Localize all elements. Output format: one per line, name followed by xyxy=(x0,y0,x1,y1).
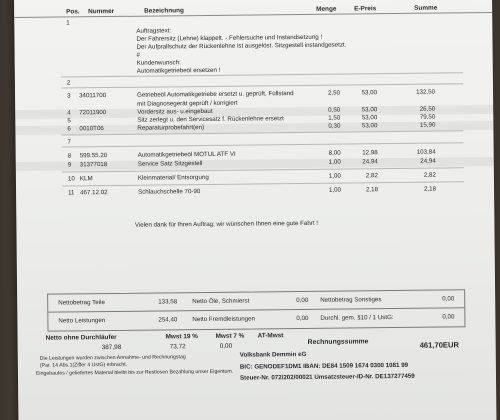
net-parts-value: 133,58 xyxy=(158,298,178,306)
table-row xyxy=(15,88,493,102)
net-external-label: Netto Fremdleistungen xyxy=(192,315,256,324)
row-epreis: 12,98 xyxy=(362,149,378,157)
invoice-total-label: Rechnungssumme xyxy=(307,338,369,346)
thank-you-note: Vielen dank für Ihren Auftrag; wir wünschen Ihnen eine gute Fahrt ! xyxy=(134,219,319,229)
table-row xyxy=(16,185,494,199)
row-nummer: 31377018 xyxy=(79,161,108,169)
row-bezeichnung: Getriebeöl Automatikgetriebe ersetzt u. geprüft, Füllstand xyxy=(137,90,294,99)
totals-divider xyxy=(48,307,464,312)
invoice-sheet xyxy=(14,0,496,420)
row-pos: 2 xyxy=(66,79,71,87)
order-text-line: Der Fahrersitz (Lehne) klappelt. - Fehlersuche und Instandsetzung ! xyxy=(136,33,323,43)
net-oils-label: Netto Öle, Schmierst xyxy=(192,297,250,306)
row-summe: 26,50 xyxy=(419,105,436,113)
row-menge: 2,50 xyxy=(327,89,341,97)
row-bezeichnung: Reparaturprobefahrt(en) xyxy=(137,124,205,132)
row-bezeichnung: Sitz zerlegt u. den Servicesatz f. Rückenlehne ersetzt xyxy=(137,115,284,124)
row-pos: 1 xyxy=(66,19,70,27)
row-epreis: 2,18 xyxy=(365,186,379,194)
row-epreis: 24,94 xyxy=(362,158,378,166)
header-pos: Pos. xyxy=(66,8,80,16)
row-pos: 5 xyxy=(67,117,71,125)
header-epreis: E-Preis xyxy=(354,5,377,13)
bank-bic-iban: BIC: GENODEF1DM1 IBAN: DE84 1509 1674 0300 1081 99 xyxy=(239,361,409,371)
order-text-line: # xyxy=(136,51,141,59)
row-bezeichnung: Automatikgetriebeöl MOTUL ATF VI xyxy=(137,150,236,159)
totals-box xyxy=(47,289,465,331)
row-epreis: 53,00 xyxy=(361,89,378,97)
pass-through-value: 0,00 xyxy=(442,313,455,321)
row-bezeichnung: Service Satz Sitzgestell xyxy=(137,160,203,168)
row-nummer: 72011900 xyxy=(79,109,107,117)
header-nummer: Nummer xyxy=(88,7,115,16)
row-summe: 2,82 xyxy=(423,171,436,179)
row-epreis: 53,00 xyxy=(361,122,378,130)
vat7-label: Mwst 7 % xyxy=(215,332,245,340)
net-labor-label: Netto Leistungen xyxy=(58,317,106,325)
row-nummer: 467.12.02 xyxy=(80,189,108,197)
row-bezeichnung: Schlauchschelle 70-90 xyxy=(138,188,201,196)
header-bezeichnung: Bezeichnung xyxy=(144,7,184,15)
net-external-value: 0,00 xyxy=(296,314,309,323)
footer-note-3: Eingebautes / geliefertes Material bleibt bis zur Restlosen Bezahlung unser Eigentum. xyxy=(35,368,234,377)
header-summe: Summe xyxy=(414,4,438,12)
header-menge: Menge xyxy=(316,5,337,13)
net-without-passthrough-label: Netto ohne Durchläufer xyxy=(45,333,117,342)
row-bezeichnung: Vordersitz aus- u.eingebaut xyxy=(137,107,213,116)
footer-note-2: (Par. 14 Abs.1(Ziffer 4 UstG) erbracht. xyxy=(39,361,128,369)
row-menge: 1,00 xyxy=(328,172,341,180)
row-epreis: 2,82 xyxy=(365,172,378,180)
net-oils-value: 0,00 xyxy=(296,296,309,305)
row-pos: 9 xyxy=(67,161,72,169)
row-menge: 8,00 xyxy=(328,149,341,157)
net-other-value: 0,00 xyxy=(442,295,455,303)
row-epreis: 53,00 xyxy=(361,114,378,122)
row-pos: 4 xyxy=(67,109,71,117)
bank-name: Volksbank Demmin eG xyxy=(239,350,307,359)
row-menge: 1,50 xyxy=(328,114,341,122)
row-summe: 132,50 xyxy=(416,88,436,96)
row-menge: 0,30 xyxy=(328,122,341,130)
row-nummer: KLM xyxy=(79,175,93,183)
order-text-line: Auftragstext: xyxy=(136,27,172,35)
order-text-line: Der Aufprallschutz der Rückenlehne ist ausgelöst. Sitzgestell instandgesetzt. xyxy=(136,41,347,51)
row-pos: 11 xyxy=(68,189,75,197)
footer-note-1: Die Leistungen wurden zwischen Annahme- und Rechnungstag xyxy=(39,354,186,362)
row-nummer: 34011700 xyxy=(79,92,107,100)
row-menge: 1,00 xyxy=(328,158,341,166)
at-vat-label: AT-Mwst xyxy=(257,332,284,340)
tax-ids: Steuer-Nr. 072/202/00021 Umsatzsteuer-ID-Nr. DE137277459 xyxy=(239,372,415,382)
net-other-label: Nettobetrag Sonstiges xyxy=(320,296,382,304)
net-labor-value: 254,40 xyxy=(158,316,178,324)
row-pos: 6 xyxy=(67,125,71,133)
row-nummer: 0010T06 xyxy=(79,125,104,133)
order-text-line: Automatikgetriebeöl ersetzen ! xyxy=(136,66,221,75)
invoice-total-value: 461,70EUR xyxy=(419,340,459,350)
row-menge: 0,50 xyxy=(328,106,341,114)
row-pos: 10 xyxy=(67,175,75,183)
row-summe: 15,90 xyxy=(419,121,436,129)
order-text-line: Kundenwunsch: xyxy=(136,59,181,67)
row-pos: 3 xyxy=(67,92,71,100)
vat19-value: 73,72 xyxy=(169,343,186,351)
row-summe: 79,50 xyxy=(419,113,436,121)
vat19-label: Mwst 19 % xyxy=(165,333,198,341)
row-menge: 1,00 xyxy=(328,186,342,194)
row-pos: 8 xyxy=(67,152,72,160)
row-summe: 103,84 xyxy=(416,148,436,156)
row-bezeichnung-continued: mit Diagnosegerät geprüft / korrigiert xyxy=(137,99,238,108)
row-epreis: 53,00 xyxy=(361,106,378,114)
row-nummer: 599.55.20 xyxy=(79,152,108,160)
net-parts-label: Nettobetrag Teile xyxy=(58,299,105,307)
pass-through-label: Durchl. gem. §10 / 1 UstG: xyxy=(320,314,394,322)
vat7-value: 0,00 xyxy=(219,342,233,350)
row-summe: 24,94 xyxy=(420,157,436,165)
row-bezeichnung: Kleinmaterial/ Entsorgung xyxy=(137,173,209,182)
net-without-passthrough-value: 387,98 xyxy=(101,343,122,352)
row-pos: 7 xyxy=(67,138,72,146)
row-summe: 2,18 xyxy=(423,185,437,193)
